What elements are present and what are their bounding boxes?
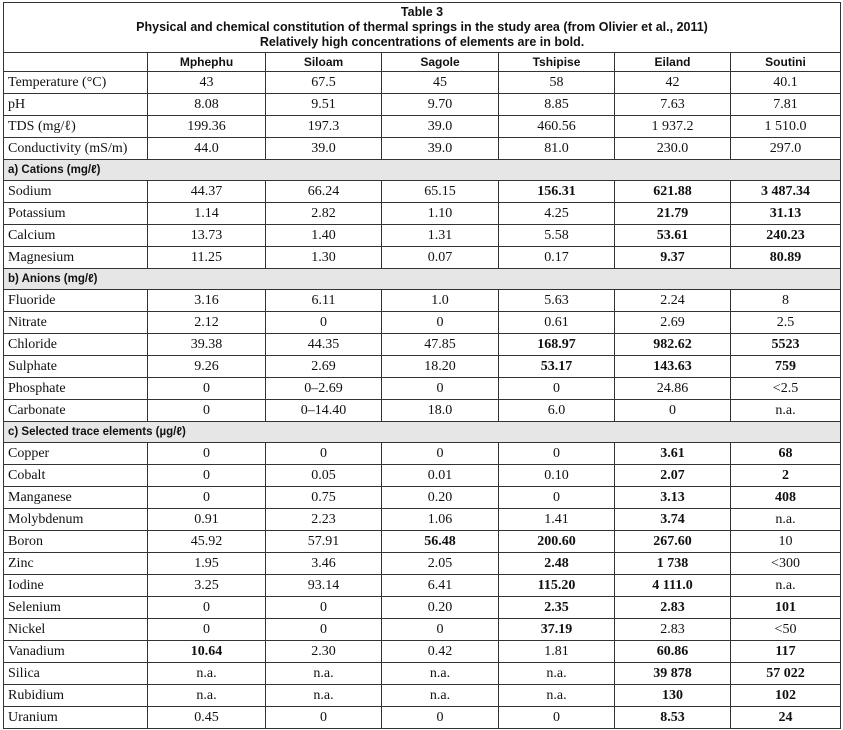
cell-mphephu: 0: [148, 487, 266, 509]
table-row: [4, 203, 841, 225]
cell-sagole: 1.0: [382, 290, 499, 312]
column-header-eiland: Eiland: [615, 53, 731, 72]
cell-mphephu: 2.12: [148, 312, 266, 334]
row-label: Uranium: [4, 707, 148, 729]
caption-note: Relatively high concentrations of elements are in bold.: [259, 35, 585, 49]
cell-siloam: n.a.: [266, 685, 382, 707]
row-label: TDS (mg/ℓ): [4, 116, 148, 138]
cell-sagole: 0.07: [382, 247, 499, 269]
cell-soutini: <2.5: [731, 378, 841, 400]
cell-mphephu: 1.95: [148, 553, 266, 575]
row-label: Sodium: [4, 181, 148, 203]
row-label: Rubidium: [4, 685, 148, 707]
table-row: [4, 356, 841, 378]
cell-tshipise: 4.25: [499, 203, 615, 225]
cell-eiland: 9.37: [615, 247, 731, 269]
cell-sagole: 1.06: [382, 509, 499, 531]
cell-tshipise: 0.10: [499, 465, 615, 487]
cell-siloam: 0: [266, 619, 382, 641]
cell-mphephu: 3.25: [148, 575, 266, 597]
column-header-row: [4, 53, 841, 72]
cell-siloam: 67.5: [266, 72, 382, 94]
cell-siloam: 0–14.40: [266, 400, 382, 422]
cell-siloam: 2.69: [266, 356, 382, 378]
cell-mphephu: 0: [148, 597, 266, 619]
column-header-soutini: Soutini: [731, 53, 841, 72]
cell-sagole: 0.20: [382, 487, 499, 509]
cell-soutini: n.a.: [731, 575, 841, 597]
cell-soutini: 101: [731, 597, 841, 619]
table-row: [4, 509, 841, 531]
row-label: Calcium: [4, 225, 148, 247]
cell-soutini: 2: [731, 465, 841, 487]
cell-sagole: 0: [382, 619, 499, 641]
cell-mphephu: 199.36: [148, 116, 266, 138]
cell-siloam: 1.30: [266, 247, 382, 269]
table-row: [4, 181, 841, 203]
section-title: b) Anions (mg/ℓ): [4, 269, 841, 290]
cell-sagole: 0.20: [382, 597, 499, 619]
cell-soutini: 3 487.34: [731, 181, 841, 203]
cell-mphephu: 44.0: [148, 138, 266, 160]
table-container: [3, 2, 840, 729]
caption-table-number: Table 3: [400, 5, 444, 19]
cell-tshipise: n.a.: [499, 685, 615, 707]
row-label: Sulphate: [4, 356, 148, 378]
cell-siloam: 9.51: [266, 94, 382, 116]
row-label: Fluoride: [4, 290, 148, 312]
cell-tshipise: 156.31: [499, 181, 615, 203]
cell-eiland: 3.13: [615, 487, 731, 509]
cell-eiland: 267.60: [615, 531, 731, 553]
cell-soutini: 759: [731, 356, 841, 378]
cell-eiland: 230.0: [615, 138, 731, 160]
cell-tshipise: 58: [499, 72, 615, 94]
cell-siloam: 39.0: [266, 138, 382, 160]
row-label: Temperature (°C): [4, 72, 148, 94]
cell-soutini: 7.81: [731, 94, 841, 116]
section-header-row: [4, 269, 841, 290]
data-table: [3, 2, 841, 729]
cell-tshipise: 460.56: [499, 116, 615, 138]
cell-mphephu: 8.08: [148, 94, 266, 116]
cell-siloam: 2.82: [266, 203, 382, 225]
row-label: Iodine: [4, 575, 148, 597]
cell-siloam: 0: [266, 707, 382, 729]
cell-mphephu: 0: [148, 400, 266, 422]
cell-eiland: 2.83: [615, 597, 731, 619]
cell-siloam: 93.14: [266, 575, 382, 597]
header-corner: [4, 53, 148, 72]
column-header-sagole: Sagole: [382, 53, 499, 72]
cell-siloam: 1.40: [266, 225, 382, 247]
cell-soutini: 24: [731, 707, 841, 729]
cell-siloam: 0.05: [266, 465, 382, 487]
table-row: [4, 312, 841, 334]
row-label: Carbonate: [4, 400, 148, 422]
row-label: Selenium: [4, 597, 148, 619]
cell-sagole: 2.05: [382, 553, 499, 575]
cell-sagole: 0: [382, 312, 499, 334]
cell-sagole: 65.15: [382, 181, 499, 203]
row-label: Zinc: [4, 553, 148, 575]
cell-siloam: 66.24: [266, 181, 382, 203]
cell-soutini: 240.23: [731, 225, 841, 247]
cell-eiland: 1 738: [615, 553, 731, 575]
cell-eiland: 621.88: [615, 181, 731, 203]
column-header-siloam: Siloam: [266, 53, 382, 72]
cell-sagole: n.a.: [382, 663, 499, 685]
section-title: a) Cations (mg/ℓ): [4, 160, 841, 181]
cell-siloam: 197.3: [266, 116, 382, 138]
cell-mphephu: 3.16: [148, 290, 266, 312]
cell-soutini: 1 510.0: [731, 116, 841, 138]
cell-mphephu: 10.64: [148, 641, 266, 663]
cell-tshipise: 168.97: [499, 334, 615, 356]
cell-tshipise: 0: [499, 443, 615, 465]
cell-soutini: 102: [731, 685, 841, 707]
caption-title: Physical and chemical constitution of thermal springs in the study area (from Olivier et al., 2011): [136, 20, 708, 34]
table-row: [4, 553, 841, 575]
cell-eiland: 982.62: [615, 334, 731, 356]
cell-soutini: <50: [731, 619, 841, 641]
cell-eiland: 130: [615, 685, 731, 707]
cell-soutini: 80.89: [731, 247, 841, 269]
cell-sagole: 39.0: [382, 138, 499, 160]
column-header-tshipise: Tshipise: [499, 53, 615, 72]
cell-siloam: 0: [266, 312, 382, 334]
table-row: [4, 225, 841, 247]
table-row: [4, 685, 841, 707]
cell-tshipise: 5.58: [499, 225, 615, 247]
cell-mphephu: 45.92: [148, 531, 266, 553]
cell-sagole: 18.0: [382, 400, 499, 422]
cell-siloam: 6.11: [266, 290, 382, 312]
table-row: [4, 487, 841, 509]
cell-eiland: 4 111.0: [615, 575, 731, 597]
cell-sagole: 0: [382, 707, 499, 729]
table-row: [4, 597, 841, 619]
cell-tshipise: 115.20: [499, 575, 615, 597]
cell-sagole: 6.41: [382, 575, 499, 597]
row-label: Conductivity (mS/m): [4, 138, 148, 160]
row-label: Vanadium: [4, 641, 148, 663]
cell-tshipise: 0: [499, 707, 615, 729]
section-header-row: [4, 160, 841, 181]
row-label: pH: [4, 94, 148, 116]
cell-tshipise: 37.19: [499, 619, 615, 641]
cell-tshipise: 200.60: [499, 531, 615, 553]
table-row: [4, 72, 841, 94]
table-row: [4, 378, 841, 400]
table-row: [4, 465, 841, 487]
cell-sagole: 39.0: [382, 116, 499, 138]
cell-sagole: 0: [382, 443, 499, 465]
cell-soutini: <300: [731, 553, 841, 575]
cell-tshipise: 1.81: [499, 641, 615, 663]
cell-eiland: 2.07: [615, 465, 731, 487]
table-row: [4, 116, 841, 138]
cell-tshipise: 81.0: [499, 138, 615, 160]
cell-eiland: 21.79: [615, 203, 731, 225]
row-label: Molybdenum: [4, 509, 148, 531]
cell-eiland: 8.53: [615, 707, 731, 729]
cell-siloam: n.a.: [266, 663, 382, 685]
row-label: Chloride: [4, 334, 148, 356]
cell-soutini: 10: [731, 531, 841, 553]
cell-eiland: 143.63: [615, 356, 731, 378]
cell-eiland: 3.74: [615, 509, 731, 531]
cell-soutini: n.a.: [731, 509, 841, 531]
section-title: c) Selected trace elements (µg/ℓ): [4, 422, 841, 443]
table-row: [4, 138, 841, 160]
cell-soutini: 68: [731, 443, 841, 465]
cell-tshipise: 0: [499, 487, 615, 509]
cell-mphephu: 13.73: [148, 225, 266, 247]
cell-mphephu: 0: [148, 465, 266, 487]
cell-sagole: 9.70: [382, 94, 499, 116]
row-label: Nickel: [4, 619, 148, 641]
cell-soutini: 117: [731, 641, 841, 663]
table-row: [4, 290, 841, 312]
cell-eiland: 2.69: [615, 312, 731, 334]
cell-soutini: 5523: [731, 334, 841, 356]
cell-siloam: 3.46: [266, 553, 382, 575]
cell-siloam: 0.75: [266, 487, 382, 509]
cell-soutini: 8: [731, 290, 841, 312]
cell-eiland: 24.86: [615, 378, 731, 400]
cell-soutini: 2.5: [731, 312, 841, 334]
table-caption: [4, 3, 841, 53]
cell-siloam: 0–2.69: [266, 378, 382, 400]
cell-tshipise: 0.61: [499, 312, 615, 334]
row-label: Potassium: [4, 203, 148, 225]
cell-tshipise: 53.17: [499, 356, 615, 378]
cell-sagole: 56.48: [382, 531, 499, 553]
cell-sagole: 45: [382, 72, 499, 94]
cell-soutini: 40.1: [731, 72, 841, 94]
cell-siloam: 0: [266, 597, 382, 619]
cell-mphephu: 9.26: [148, 356, 266, 378]
cell-mphephu: 0: [148, 378, 266, 400]
table-row: [4, 663, 841, 685]
table-row: [4, 94, 841, 116]
cell-siloam: 0: [266, 443, 382, 465]
cell-mphephu: 0: [148, 443, 266, 465]
cell-sagole: 18.20: [382, 356, 499, 378]
row-label: Silica: [4, 663, 148, 685]
cell-soutini: 57 022: [731, 663, 841, 685]
row-label: Copper: [4, 443, 148, 465]
cell-mphephu: 0.45: [148, 707, 266, 729]
cell-soutini: 31.13: [731, 203, 841, 225]
cell-tshipise: 0.17: [499, 247, 615, 269]
cell-eiland: 39 878: [615, 663, 731, 685]
cell-mphephu: 44.37: [148, 181, 266, 203]
table-row: [4, 334, 841, 356]
cell-eiland: 3.61: [615, 443, 731, 465]
table-row: [4, 443, 841, 465]
cell-eiland: 42: [615, 72, 731, 94]
cell-eiland: 2.24: [615, 290, 731, 312]
row-label: Boron: [4, 531, 148, 553]
cell-siloam: 44.35: [266, 334, 382, 356]
cell-sagole: 0.42: [382, 641, 499, 663]
cell-siloam: 2.30: [266, 641, 382, 663]
row-label: Manganese: [4, 487, 148, 509]
cell-eiland: 60.86: [615, 641, 731, 663]
cell-sagole: 0.01: [382, 465, 499, 487]
cell-sagole: n.a.: [382, 685, 499, 707]
cell-eiland: 53.61: [615, 225, 731, 247]
cell-eiland: 2.83: [615, 619, 731, 641]
row-label: Phosphate: [4, 378, 148, 400]
cell-mphephu: 43: [148, 72, 266, 94]
cell-mphephu: 11.25: [148, 247, 266, 269]
section-header-row: [4, 422, 841, 443]
table-row: [4, 641, 841, 663]
caption-row: [4, 3, 841, 53]
cell-mphephu: 39.38: [148, 334, 266, 356]
cell-mphephu: 1.14: [148, 203, 266, 225]
table-row: [4, 707, 841, 729]
cell-eiland: 7.63: [615, 94, 731, 116]
table-row: [4, 400, 841, 422]
cell-mphephu: 0.91: [148, 509, 266, 531]
cell-tshipise: 2.48: [499, 553, 615, 575]
cell-mphephu: n.a.: [148, 663, 266, 685]
cell-mphephu: n.a.: [148, 685, 266, 707]
cell-tshipise: 1.41: [499, 509, 615, 531]
cell-siloam: 57.91: [266, 531, 382, 553]
table-row: [4, 247, 841, 269]
cell-soutini: 297.0: [731, 138, 841, 160]
cell-tshipise: 8.85: [499, 94, 615, 116]
cell-sagole: 0: [382, 378, 499, 400]
cell-eiland: 1 937.2: [615, 116, 731, 138]
row-label: Cobalt: [4, 465, 148, 487]
row-label: Nitrate: [4, 312, 148, 334]
cell-tshipise: 6.0: [499, 400, 615, 422]
cell-soutini: n.a.: [731, 400, 841, 422]
cell-sagole: 1.31: [382, 225, 499, 247]
column-header-mphephu: Mphephu: [148, 53, 266, 72]
cell-tshipise: 5.63: [499, 290, 615, 312]
cell-tshipise: n.a.: [499, 663, 615, 685]
cell-sagole: 47.85: [382, 334, 499, 356]
cell-siloam: 2.23: [266, 509, 382, 531]
cell-eiland: 0: [615, 400, 731, 422]
cell-tshipise: 0: [499, 378, 615, 400]
cell-sagole: 1.10: [382, 203, 499, 225]
table-row: [4, 575, 841, 597]
cell-soutini: 408: [731, 487, 841, 509]
cell-tshipise: 2.35: [499, 597, 615, 619]
row-label: Magnesium: [4, 247, 148, 269]
table-row: [4, 531, 841, 553]
table-row: [4, 619, 841, 641]
cell-mphephu: 0: [148, 619, 266, 641]
